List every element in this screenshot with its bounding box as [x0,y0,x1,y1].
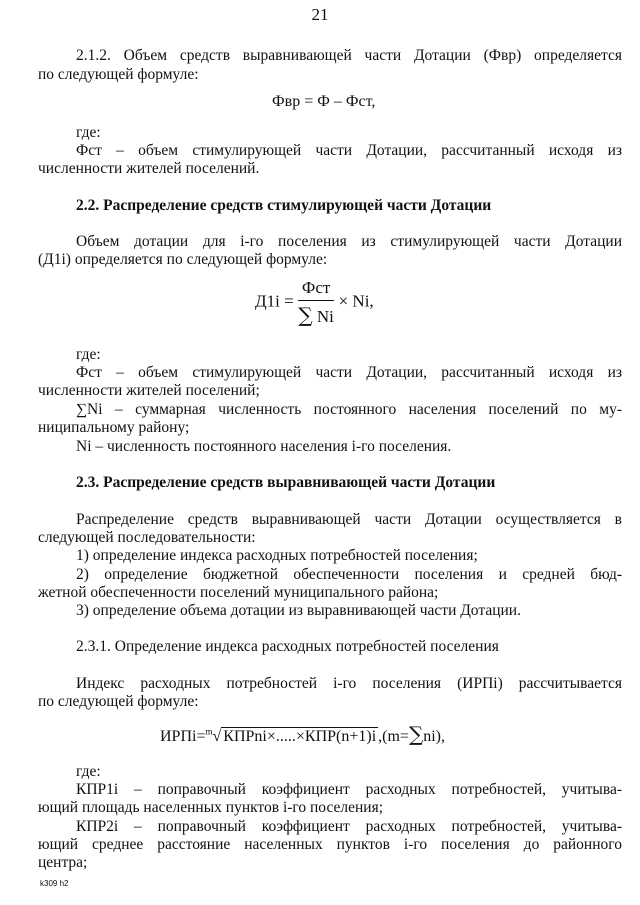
s231-def1-line2: ющий площадь населенных пунктов i-го поселения; [38,799,384,816]
formula-d1i-numerator: Фст [298,278,334,301]
s212-line2: по следующей формуле: [38,66,199,83]
s212-def1-line1: Фст – объем стимулирующей части Дотации, рассчитанный исходя из [76,142,622,159]
s231-def2-line3: центра; [38,854,88,871]
section-2-2-heading: 2.2. Распределение средств стимулирующей части Дотации [76,197,492,214]
s23-para-line1: Распределение средств выравнивающей части Дотации осуществляется в [76,511,622,528]
formula-irpi-radicand: КПРni×.....×КПР(n+1)i [223,728,377,745]
s22-def1-line1: Фст – объем стимулирующей части Дотации, рассчитанный исходя из [76,364,622,381]
section-2-3-1-heading: 2.3.1. Определение индекса расходных потребностей поселения [76,638,499,655]
formula-d1i-lhs: Д1i = [255,291,294,311]
root-sign: $^m$√ [205,726,222,745]
where-label-2: где: [76,346,101,363]
formula-d1i-fraction [298,278,334,327]
s23-para-line2: следующей последовательности: [38,529,256,546]
s22-def2-line1: ∑Ni – суммарная численность постоянного населения поселений по му- [76,401,622,418]
where-label-1: где: [76,124,101,141]
sigma-symbol-2: ∑ [408,722,424,746]
where-label-3: где: [76,763,101,780]
root-index: m [205,726,213,737]
formula-irpi-lhs: ИРПi= [160,728,206,745]
formula-d1i-den-var: Ni [316,307,334,326]
s23-item3: 3) определение объема дотации из выравнивающей части Дотации. [76,602,521,619]
section-2-3-heading: 2.3. Распределение средств выравнивающей части Дотации [76,474,496,491]
s231-def2-line2: ющий среднее расстояние населенных пунктов i-го поселения до районного [38,836,622,853]
formula-irpi-tail: ,(m= [378,728,409,745]
s212-def1-line2: численности жителей поселений. [38,160,260,177]
s22-para-line2: (Д1i) определяется по следующей формуле: [38,251,328,268]
s23-item2-line2: жетной обеспеченности поселений муниципального района; [38,584,439,601]
s231-para-line2: по следующей формуле: [38,693,199,710]
formula-d1i-rhs: × Ni, [338,291,374,311]
s231-def2-line1: КПР2i – поправочный коэффициент расходных потребностей, учитыва- [76,818,622,835]
formula-fvr: Фвр = Ф – Фст, [272,93,376,110]
s22-def2-line2: ниципальному району; [38,419,190,436]
formula-irpi-end: ni), [423,728,446,745]
s231-def1-line1: КПР1i – поправочный коэффициент расходных потребностей, учитыва- [76,781,622,798]
s212-line1: 2.1.2. Объем средств выравнивающей части Дотации (Фвр) определяется [76,47,622,64]
s22-def1-line2: численности жителей поселений; [38,382,260,399]
formula-d1i [255,278,374,327]
sigma-symbol: ∑ [298,303,313,327]
s231-para-line1: Индекс расходных потребностей i-го поселения (ИРПi) рассчитывается [76,675,622,692]
s22-para-line1: Объем дотации для i-го поселения из стимулирующей части Дотации [76,233,622,250]
s23-item2-line1: 2) определение бюджетной обеспеченности поселения и средней бюд- [76,566,622,583]
s22-def3: Ni – численность постоянного населения i-го поселения. [76,438,452,455]
s23-item1: 1) определение индекса расходных потребностей поселения; [76,547,478,564]
page-number: 21 [311,5,329,24]
footer-code: k309 h2 [40,879,69,888]
formula-irpi [160,722,445,746]
formula-d1i-denominator [298,301,334,327]
